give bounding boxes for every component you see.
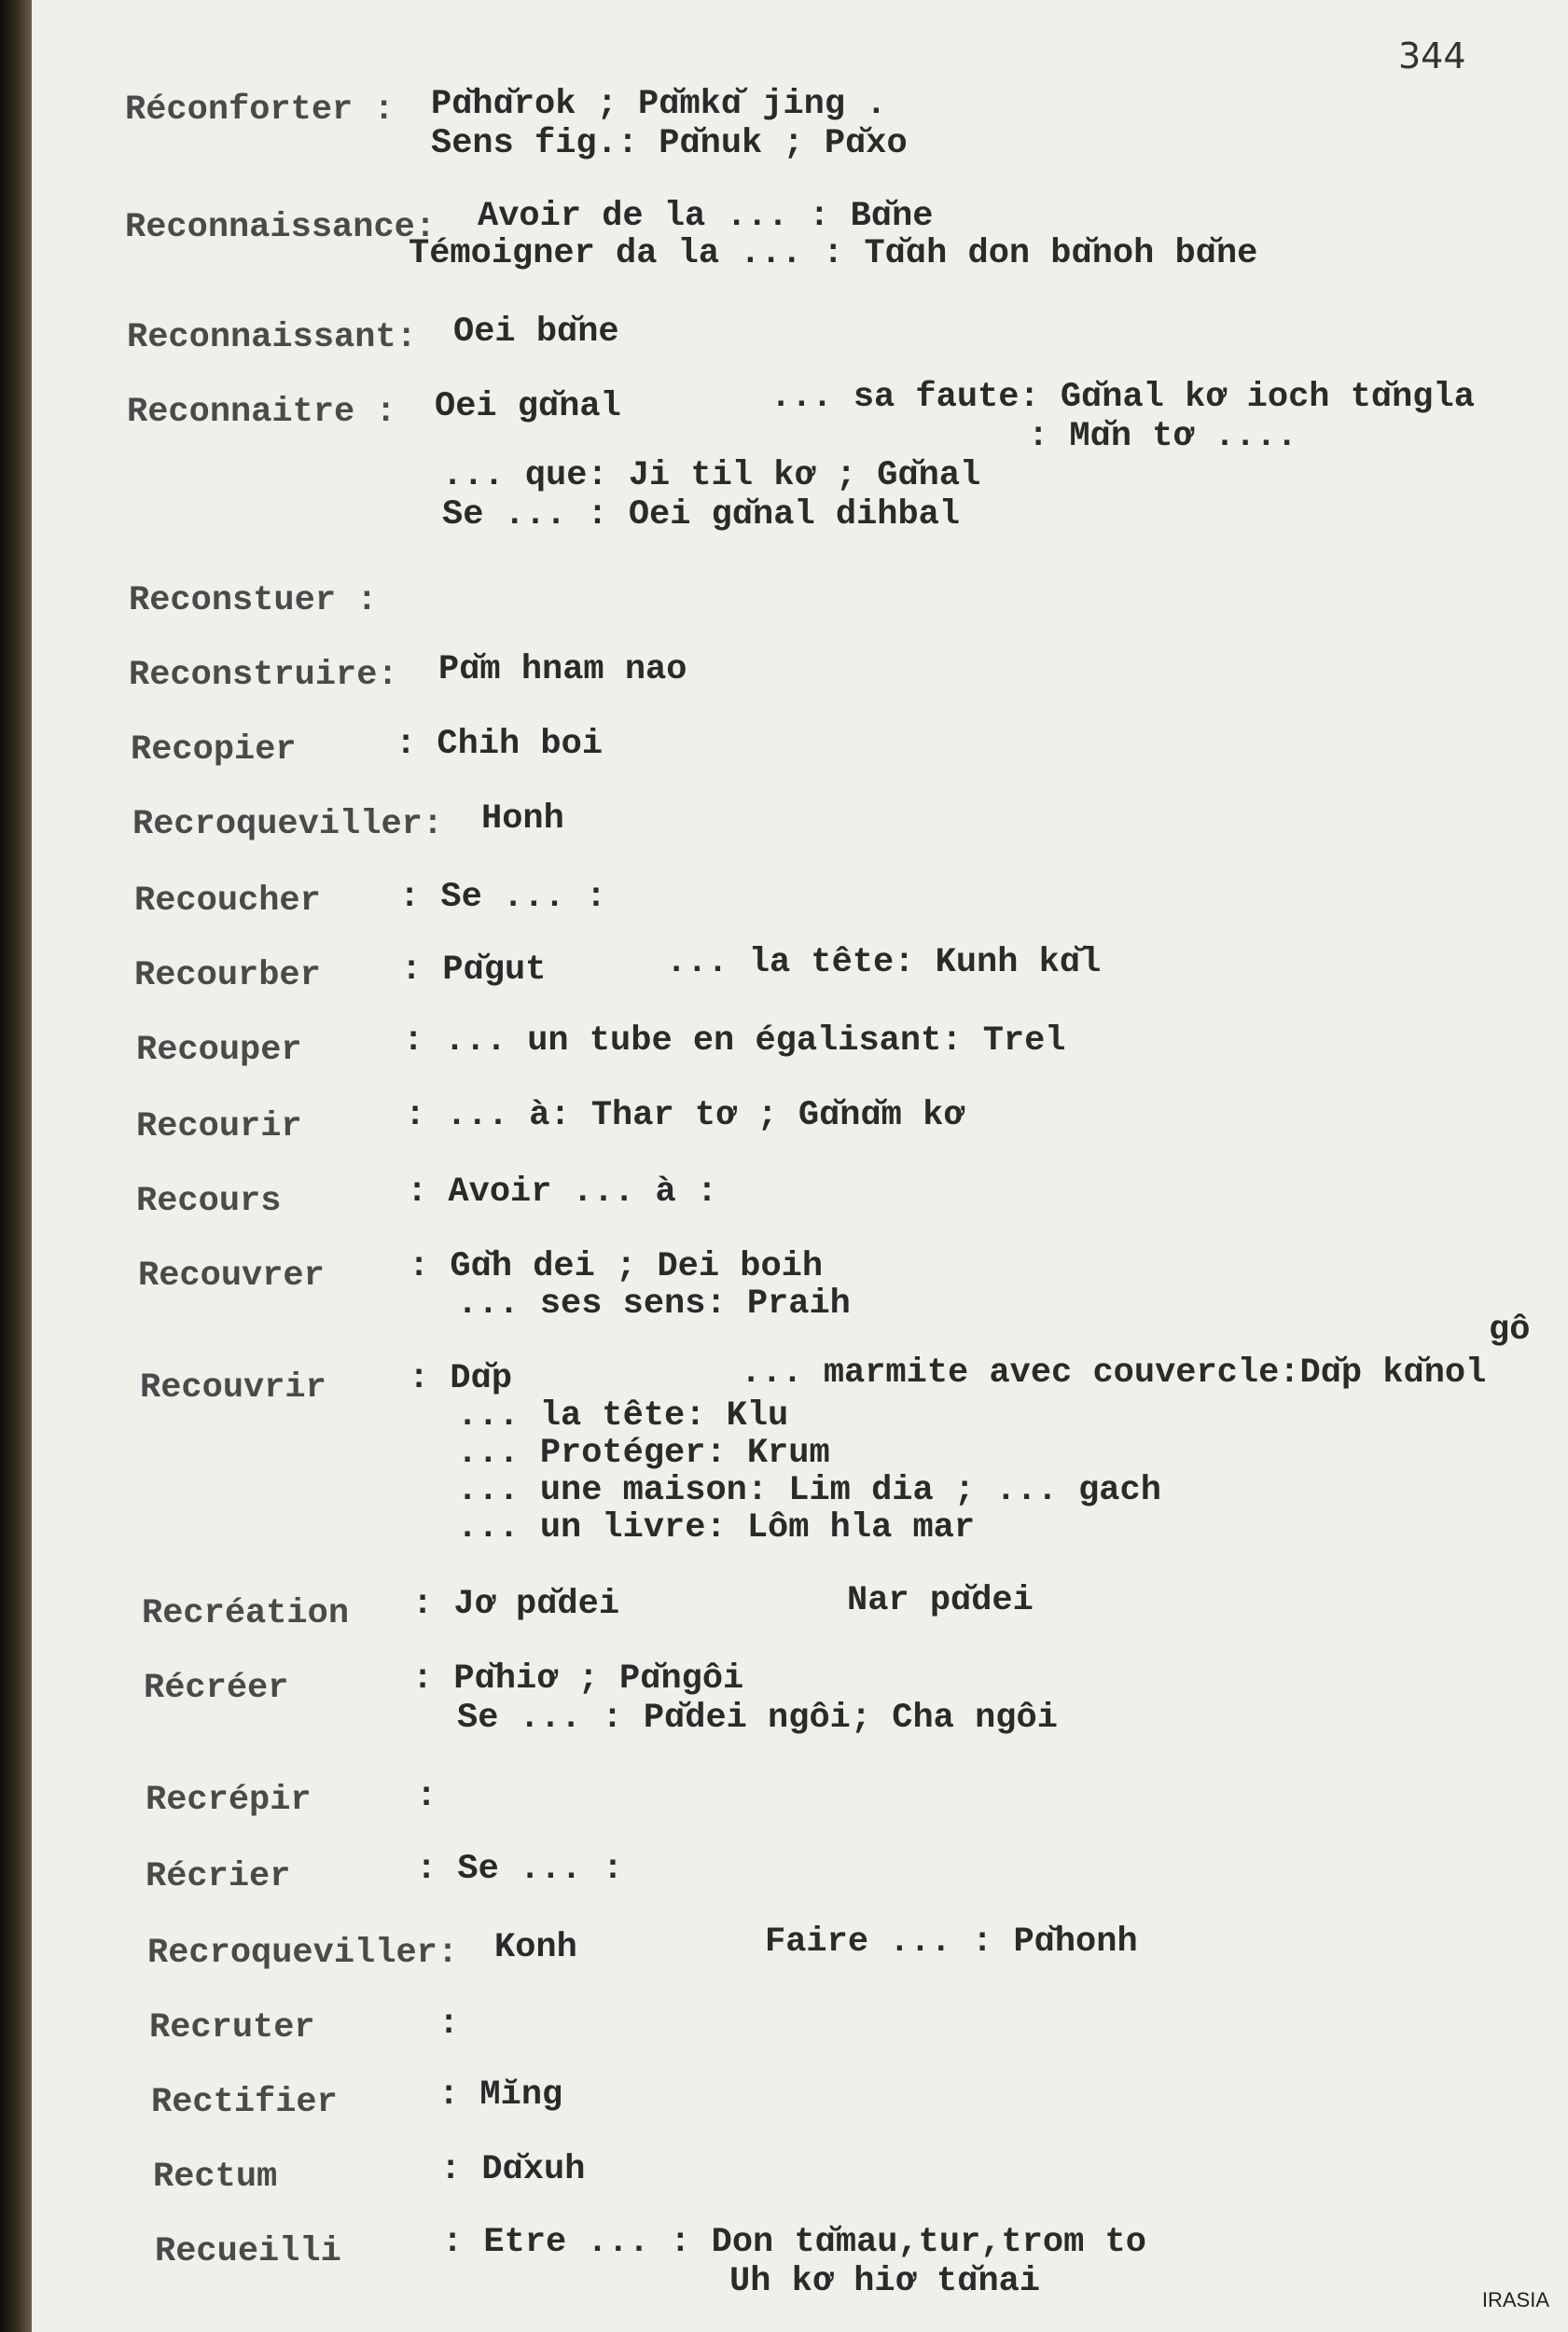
headword: Reconnaitre : [127,393,396,432]
entry-text: Témoigner da la ... : Tɑ̆ɑh don bɑ̆noh bɑ̆ne [409,234,1258,273]
entry-text: Pɑ̆m hnam nao [438,650,687,689]
entry-text: Uh kơ hiơ tɑ̆nai [729,2262,1041,2301]
entry-text: : Dɑ̆p [409,1359,513,1398]
entry-text: : Se ... : [399,878,607,917]
entry-text: : Gɑ̆h dei ; Dei boih [409,1247,824,1286]
entry-text: : Jơ pɑ̆dei [412,1585,620,1624]
entry-text: ... un livre: Lôm hla mar [457,1508,976,1548]
entry-text: : Avoir ... à : [407,1173,718,1212]
headword: Recouper [136,1031,302,1070]
entry-text: : ... un tube en égalisant: Trel [403,1021,1066,1061]
headword: Recréation [142,1594,350,1633]
entry-text: Faire ... : Pɑ̆honh [765,1923,1138,1962]
headword: Rectum [153,2158,278,2197]
entry-text: ... la tête: Klu [457,1396,789,1436]
entry-text: : ... à: Thar tơ ; Gɑ̆nɑ̆m kơ [405,1096,964,1135]
entry-text: ... la tête: Kunh kɑ̆l [666,943,1102,982]
entry-text: : Chih boi [395,725,604,764]
entry-text: ... sa faute: Gɑ̆nal kơ ioch tɑ̆ngla [770,378,1475,417]
headword: Recours [136,1182,282,1221]
headword: Reconstuer : [129,581,378,620]
headword: Recourber [134,956,321,995]
entry-text: ... que: Ji til kơ ; Gɑ̆nal [442,456,981,495]
book-spine [0,0,32,2332]
headword: Reconstruire: [129,656,398,695]
entry-text: Nar pɑ̆dei [847,1581,1034,1620]
headword: Recroqueviller: [132,805,444,844]
headword: Reconnaissance: [125,208,437,247]
headword: Recrépir [146,1781,312,1820]
headword: Recroqueviller: [147,1934,459,1973]
entry-text: ... Protéger: Krum [457,1434,830,1473]
headword: Recopier [131,730,297,770]
headword: Recruter [149,2008,315,2047]
headword: Récréer [144,1669,289,1708]
document-page [32,0,1568,2332]
headword: Recourir [136,1107,302,1146]
entry-text: : [416,1777,437,1816]
entry-text: Konh [494,1928,577,1967]
headword: Recoucher [134,881,321,921]
entry-text: ... une maison: Lim dia ; ... gach [457,1471,1161,1510]
entry-text: Sens fig.: Pɑ̆nuk ; Pɑ̆xo [431,124,908,163]
entry-text: Oei gɑ̆nal [435,387,621,426]
entry-text: : Dɑ̆xuh [440,2150,586,2189]
headword: Recueilli [155,2232,341,2271]
entry-text: Se ... : Pɑ̆dei ngôi; Cha ngôi [457,1699,1058,1738]
entry-text: Oei bɑ̆ne [453,312,619,352]
entry-text: : Mɑ̆n tơ .... [1028,417,1297,456]
headword: Recouvrir [140,1368,326,1408]
entry-text: : Pɑ̆gut [401,951,547,990]
entry-text: Honh [481,799,564,839]
entry-text: : Etre ... : Don tɑ̆mau,tur,trom to [442,2223,1146,2262]
headword: Reconnaissant: [127,318,417,357]
headword: Récrier [146,1857,291,1896]
headword: Recouvrer [138,1256,325,1296]
entry-text: Se ... : Oei gɑ̆nal dihbal [442,495,961,534]
entry-text: : Mĭng [438,2075,563,2115]
entry-text: : Se ... : [416,1850,624,1889]
entry-text: : Pɑ̆hiơ ; Pɑ̆ngôi [412,1659,744,1699]
page-number: 344 [1398,35,1466,76]
entry-text: gô [1489,1311,1531,1350]
entry-text: Avoir de la ... : Bɑ̆ne [478,197,934,236]
entry-text: Pɑ̆hɑ̆rok ; Pɑ̆mkɑ̆ jing . [431,85,887,124]
headword: Réconforter : [125,90,395,130]
entry-text: ... ses sens: Praih [457,1284,851,1324]
headword: Rectifier [151,2083,338,2122]
watermark: IRASIA [1481,2288,1549,2311]
entry-text: ... marmite avec couvercle:Dɑ̆p kɑ̆nol [741,1353,1487,1393]
entry-text: : [438,2005,460,2044]
